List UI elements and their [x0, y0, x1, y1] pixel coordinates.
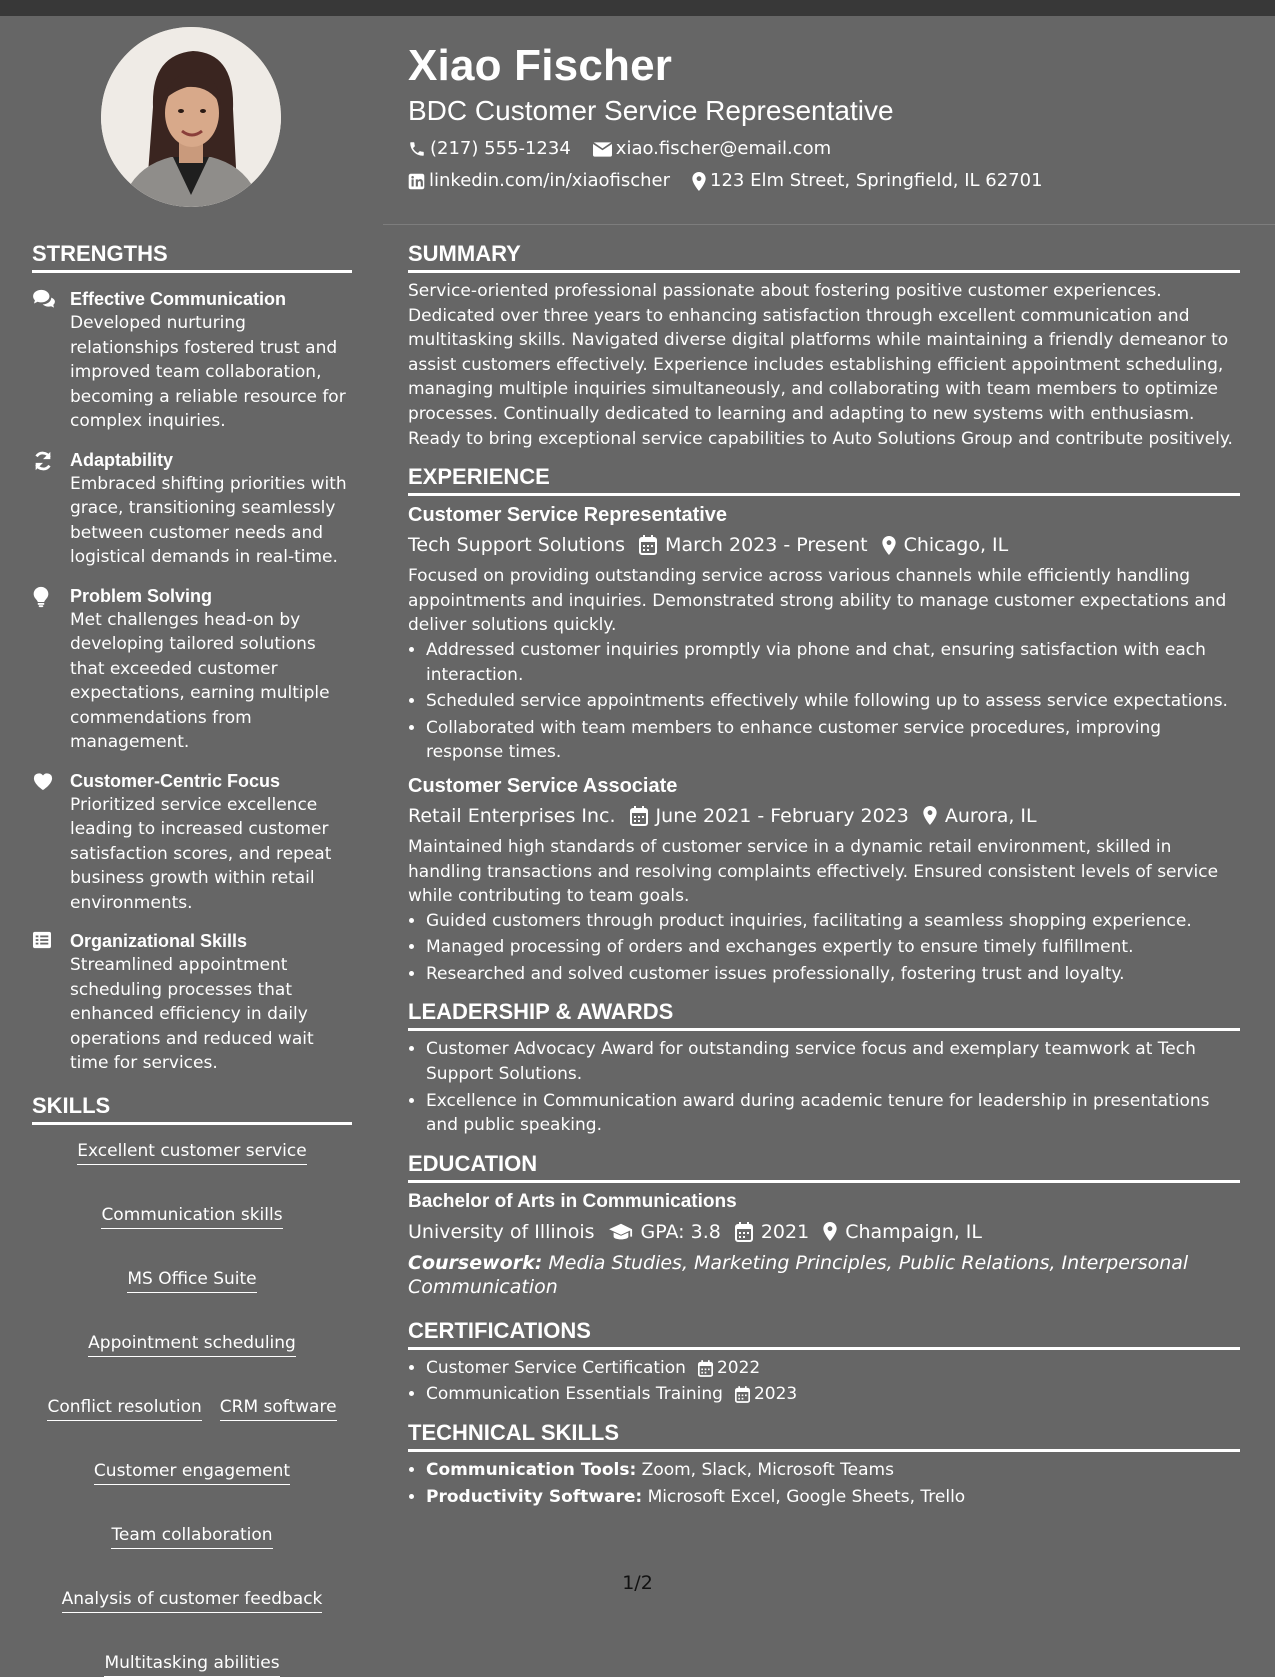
- experience-heading: EXPERIENCE: [408, 463, 1240, 496]
- strength-description: Prioritized service excellence leading to increased customer satisfaction scores, and repeat business growth within retail environments.: [70, 794, 332, 913]
- skill-tag: Excellent customer service: [77, 1139, 306, 1165]
- list-item: • Researched and solved customer issues professionally, fostering trust and loyalty.: [426, 962, 1240, 987]
- strength-item: [32, 287, 352, 434]
- candidate-title: BDC Customer Service Representative: [408, 95, 894, 126]
- summary-text: Service-oriented professional passionate about fostering positive customer experiences. Dedicated over three years to enhancing satisfaction through excellent communication and multitasking skills. Navigated diverse digital platforms while maintaining a friendly demeanor to assist customers effectively. Experience includes establishing efficient appointment scheduling, managing multiple inquiries simultaneously, and collaborating with team members to optimize processes. Continually dedicated to learning and adapting to new systems with enthusiasm. Ready to bring exceptional service capabilities to Auto Solutions Group and contribute positively.: [408, 281, 1233, 449]
- comments-icon: [32, 289, 56, 309]
- candidate-name: Xiao Fischer: [408, 41, 673, 90]
- strengths-list: [32, 287, 352, 1076]
- cert-name: • Customer Service Certification: [426, 1357, 686, 1378]
- profile-photo: [101, 27, 281, 207]
- list-item: [426, 1356, 1240, 1381]
- leadership-section: [408, 998, 1240, 1137]
- coursework-text: Media Studies, Marketing Principles, Public Relations, Interpersonal Communication: [408, 1251, 1189, 1298]
- skill-tag: Communication skills: [101, 1203, 282, 1229]
- contact-row-2: [408, 170, 1258, 192]
- list-icon: [32, 931, 52, 949]
- cert-name: • Communication Essentials Training: [426, 1384, 723, 1405]
- summary-section: [408, 240, 1240, 451]
- job-description: Focused on providing outstanding service across various channels while efficiently handling appointments and inquiries. Demonstrated strong ability to manage customer expectations and deliver solutions quickly.: [408, 566, 1227, 636]
- map-marker-icon: [882, 536, 896, 555]
- cert-year: 2022: [716, 1357, 761, 1378]
- job-bullets: [408, 909, 1240, 987]
- strength-title: Organizational Skills: [70, 931, 248, 951]
- job-bullets: [408, 638, 1240, 765]
- job-location: Aurora, IL: [944, 804, 1037, 827]
- leadership-heading: LEADERSHIP & AWARDS: [408, 998, 1240, 1031]
- technical-skills-list: [408, 1458, 1240, 1509]
- strength-item: [32, 584, 352, 755]
- strength-title: Customer-Centric Focus: [70, 770, 281, 791]
- degree-title: Bachelor of Arts in Communications: [408, 1190, 737, 1212]
- list-item: • Excellence in Communication award during academic tenure for leadership in presentations and public speaking.: [426, 1089, 1240, 1138]
- education-heading: EDUCATION: [408, 1150, 1240, 1183]
- left-column: [32, 240, 352, 1677]
- address-text: 123 Elm Street, Springfield, IL 62701: [710, 170, 1043, 191]
- page-number: 1/2: [622, 1572, 653, 1594]
- job-meta: [408, 803, 1240, 829]
- skill-tag: Multitasking abilities: [104, 1651, 279, 1677]
- strength-title: Adaptability: [70, 449, 174, 470]
- job-role: Customer Service Associate: [408, 774, 678, 797]
- right-column: [408, 240, 1240, 1511]
- strength-description: Embraced shifting priorities with grace, transitioning seamlessly between customer needs and logistical demands in real-time.: [70, 473, 347, 567]
- job-dates: March 2023 - Present: [665, 534, 868, 557]
- skill-tag: Conflict resolution: [47, 1395, 201, 1421]
- skills-heading: SKILLS: [32, 1092, 352, 1125]
- heart-icon: [32, 771, 54, 791]
- list-item: • Addressed customer inquiries promptly via phone and chat, ensuring satisfaction with each interaction.: [426, 638, 1240, 687]
- summary-heading: SUMMARY: [408, 240, 1240, 273]
- technical-skills-heading: TECHNICAL SKILLS: [408, 1419, 1240, 1452]
- school-location: Champaign, IL: [845, 1220, 983, 1243]
- job-entry: [408, 773, 1240, 987]
- certifications-heading: CERTIFICATIONS: [408, 1317, 1240, 1350]
- skills-list: [32, 1139, 352, 1677]
- list-item: • Guided customers through product inquiries, facilitating a seamless shopping experience.: [426, 909, 1240, 934]
- calendar-icon: [735, 1386, 750, 1403]
- experience-section: [408, 463, 1240, 986]
- cert-year: 2023: [753, 1384, 798, 1405]
- job-role: Customer Service Representative: [408, 504, 728, 527]
- list-item: • Scheduled service appointments effectively while following up to assess service expectations.: [426, 689, 1240, 714]
- strength-item: [32, 448, 352, 570]
- phone-text: (217) 555-1234: [430, 138, 571, 159]
- job-description: Maintained high standards of customer service in a dynamic retail environment, skilled in handling transactions and resolving complaints effectively. Ensured consistent levels of service while contributing to team goals.: [408, 836, 1219, 907]
- coursework-label: Coursework:: [408, 1251, 543, 1274]
- list-item: [426, 1485, 1240, 1510]
- phone-icon: [408, 140, 426, 158]
- certifications-section: [408, 1317, 1240, 1407]
- header-divider: [383, 224, 1275, 225]
- graduation-cap-icon: [609, 1223, 633, 1241]
- strength-description: Met challenges head-on by developing tailored solutions that exceeded customer expectations, earning multiple commendations from management.: [70, 609, 330, 752]
- calendar-icon: [639, 535, 657, 555]
- certifications-list: [408, 1356, 1240, 1407]
- calendar-icon: [630, 806, 648, 826]
- strength-item: [32, 769, 352, 916]
- education-meta: [408, 1219, 1240, 1245]
- list-item: [426, 1382, 1240, 1407]
- skill-tag: Team collaboration: [111, 1523, 272, 1549]
- strength-description: Streamlined appointment scheduling processes that enhanced efficiency in daily operations and reduced wait time for services.: [70, 955, 314, 1073]
- email-contact[interactable]: [593, 138, 831, 160]
- job-dates: June 2021 - February 2023: [655, 804, 909, 827]
- map-marker-icon: [823, 1222, 837, 1241]
- map-marker-icon: [692, 172, 706, 191]
- list-item: [426, 1458, 1240, 1483]
- coursework: [408, 1251, 1240, 1299]
- strength-description: Developed nurturing relationships fostered trust and improved team collaboration, becoming a reliable resource for complex inquiries.: [70, 313, 346, 431]
- skill-tag: Analysis of customer feedback: [62, 1587, 323, 1613]
- tech-label: Productivity Software:: [426, 1486, 643, 1507]
- linkedin-contact[interactable]: [408, 170, 670, 192]
- tech-value: Zoom, Slack, Microsoft Teams: [641, 1460, 894, 1481]
- leadership-list: [408, 1037, 1240, 1137]
- list-item: • Managed processing of orders and exchanges expertly to ensure timely fulfillment.: [426, 935, 1240, 960]
- list-item: • Collaborated with team members to enhance customer service procedures, improving response times.: [426, 716, 1240, 765]
- lightbulb-icon: [32, 586, 50, 608]
- skill-tag: CRM software: [220, 1395, 337, 1421]
- job-company: Retail Enterprises Inc.: [408, 804, 616, 827]
- list-item: • Customer Advocacy Award for outstanding service focus and exemplary teamwork at Tech Support Solutions.: [426, 1037, 1240, 1086]
- school-name: University of Illinois: [408, 1220, 595, 1243]
- gpa: GPA: 3.8: [640, 1220, 721, 1243]
- strength-title: Problem Solving: [70, 585, 213, 606]
- strength-item: [32, 929, 352, 1076]
- skill-tag: Customer engagement: [94, 1459, 290, 1485]
- phone-contact[interactable]: [408, 138, 571, 160]
- technical-skills-section: [408, 1419, 1240, 1509]
- top-bar: [0, 0, 1275, 16]
- job-entry: [408, 502, 1240, 765]
- tech-label: Communication Tools:: [426, 1460, 637, 1481]
- job-location: Chicago, IL: [903, 534, 1009, 557]
- linkedin-icon: [408, 173, 425, 190]
- email-text: xiao.fischer@email.com: [615, 138, 832, 159]
- map-marker-icon: [923, 806, 937, 825]
- calendar-icon: [735, 1222, 753, 1242]
- job-meta: [408, 532, 1240, 558]
- strengths-heading: STRENGTHS: [32, 240, 352, 273]
- skill-tag: MS Office Suite: [127, 1267, 256, 1293]
- strength-title: Effective Communication: [70, 289, 287, 309]
- skill-tag: Appointment scheduling: [88, 1331, 296, 1357]
- education-section: [408, 1150, 1240, 1299]
- envelope-icon: [593, 142, 612, 157]
- refresh-icon: [32, 450, 54, 472]
- linkedin-text: linkedin.com/in/xiaofischer: [429, 170, 670, 191]
- job-company: Tech Support Solutions: [408, 534, 626, 557]
- resume-header: [408, 40, 1258, 192]
- calendar-icon: [698, 1360, 713, 1377]
- contact-row-1: [408, 138, 1258, 160]
- address-contact: [692, 170, 1043, 192]
- tech-value: Microsoft Excel, Google Sheets, Trello: [647, 1486, 966, 1507]
- graduation-year: 2021: [760, 1220, 810, 1243]
